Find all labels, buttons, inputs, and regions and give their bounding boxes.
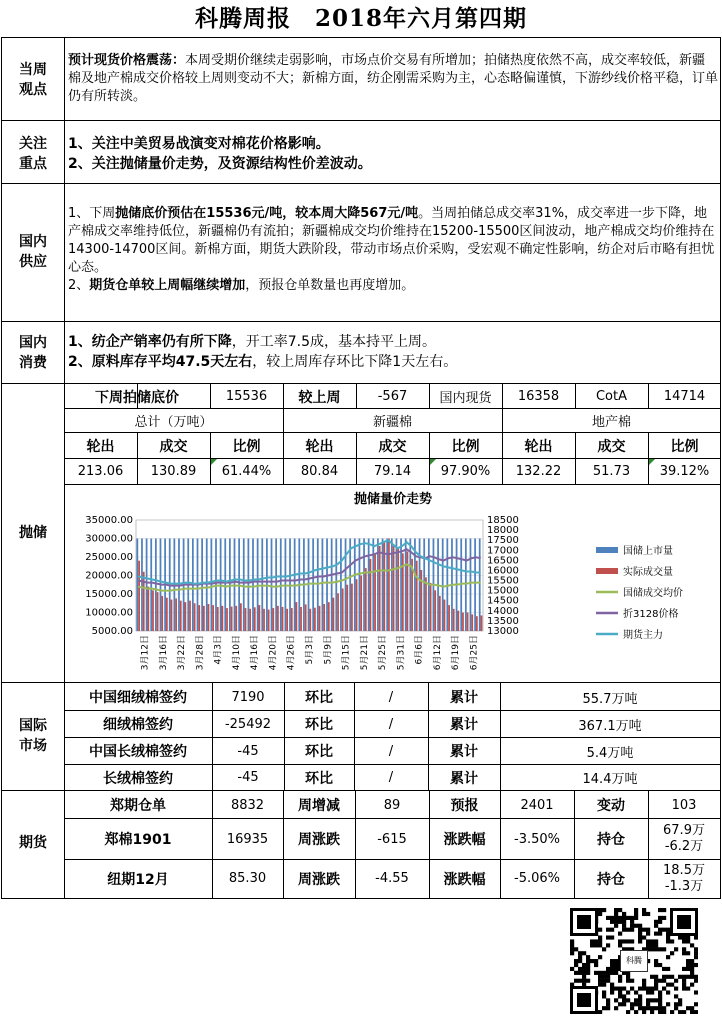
intl-cell: 长绒棉签约 — [103, 770, 173, 787]
y-right-tick: 13500 — [487, 615, 519, 627]
bar-deal — [226, 608, 228, 631]
y-right-tick: 14000 — [487, 605, 519, 617]
bar-listed — [136, 539, 138, 632]
bar-listed — [474, 539, 476, 632]
x-tick: 3月12日 — [140, 635, 151, 671]
reserve-value: 61.44% — [221, 464, 272, 479]
bar-deal — [282, 607, 284, 631]
reserve-value: 132.22 — [515, 464, 562, 479]
bar-deal — [157, 592, 159, 631]
legend-label: 折3128价格 — [623, 609, 679, 620]
intl-cell: 5.4万吨 — [586, 745, 634, 761]
bar-deal — [453, 609, 455, 631]
bar-listed — [150, 539, 152, 632]
bar-listed — [354, 539, 356, 632]
y-left-tick: 15000.00 — [85, 589, 133, 600]
bar-deal — [430, 583, 432, 631]
reserve-row1-cell: 15536 — [225, 389, 268, 404]
intl-cell: 环比 — [305, 690, 333, 706]
reserve-value: 130.89 — [150, 464, 197, 479]
futures-cell: 89 — [383, 797, 401, 813]
reserve-value: 79.14 — [373, 464, 412, 479]
chart-title: 抛储量价走势 — [353, 492, 433, 507]
futures-position-change: -1.3万 — [664, 878, 704, 894]
divider-focus — [1, 183, 721, 184]
view-text: 预计现货价格震荡：本周受期价继续走弱影响，市场点价交易有所增加；拍储热度依然不高，成交率较低，新疆棉及地产棉成交价格较上周则变动不大；新棉方面，纺企刚需采购为主，心态略偏谨慎，下游纱线价格平稳，订单仍有所转淡。 — [68, 53, 719, 104]
bar-listed — [317, 539, 319, 632]
legend-label: 国储成交均价 — [623, 588, 683, 599]
bar-listed — [206, 539, 208, 632]
futures-cell: 涨跌幅 — [443, 871, 486, 888]
futures-cell: 纽期12月 — [107, 871, 169, 888]
intl-cell: 累计 — [450, 717, 478, 733]
futures-cell: 16935 — [226, 831, 269, 847]
qr-logo: 科腾 — [620, 950, 648, 972]
x-tick: 5月9日 — [323, 635, 334, 665]
bar-deal — [259, 605, 261, 631]
section-label-international: 国际 市场 — [19, 718, 47, 754]
bar-listed — [372, 539, 374, 632]
reserve-row1-cell: 14714 — [663, 389, 706, 404]
x-tick: 5月25日 — [378, 635, 389, 671]
bar-listed — [141, 539, 143, 632]
reserve-value: 80.84 — [300, 464, 339, 479]
qr-code — [570, 908, 698, 1014]
bar-deal — [439, 596, 441, 631]
futures-cell: 持仓 — [597, 871, 625, 888]
x-tick: 6月19日 — [451, 635, 462, 671]
y-left-tick: 30000.00 — [85, 533, 133, 545]
bar-deal — [360, 576, 362, 632]
bar-listed — [146, 539, 148, 632]
bar-deal — [397, 548, 399, 631]
bar-deal — [245, 608, 247, 631]
reserve-row1-cell: 16358 — [517, 389, 560, 404]
bar-deal — [166, 598, 168, 631]
bar-deal — [351, 584, 353, 631]
y-left-tick: 20000.00 — [85, 570, 133, 582]
bar-listed — [224, 539, 226, 632]
intl-cell: 367.1万吨 — [578, 718, 642, 734]
bar-listed — [312, 539, 314, 632]
bar-listed — [423, 539, 425, 632]
divider-consumption — [1, 383, 721, 384]
reserve-col-header: 成交 — [378, 438, 407, 455]
bar-listed — [271, 539, 273, 632]
reserve-row1-cell: 较上周 — [298, 389, 341, 406]
intl-cell: / — [388, 770, 394, 785]
bar-listed — [326, 539, 328, 632]
x-tick: 5月3日 — [305, 635, 315, 665]
futures-cell: 周增减 — [298, 798, 340, 814]
bar-deal — [379, 546, 381, 631]
bar-deal — [393, 546, 395, 631]
consumption-text: 1、纺企产销率仍有所下降，开工率7.5成，基本持平上周。 2、原料库存平均47.5天左右，较上周库存环比下降1天左右。 — [68, 334, 458, 370]
intl-cell: 累计 — [450, 770, 478, 787]
reserve-col-header: 轮出 — [86, 438, 115, 455]
bar-listed — [340, 539, 342, 632]
bar-listed — [465, 539, 467, 632]
futures-cell: 103 — [671, 797, 697, 813]
futures-cell: 周涨跌 — [298, 871, 340, 888]
section-label-supply: 国内 供应 — [19, 234, 47, 270]
x-tick: 5月15日 — [341, 635, 352, 671]
bar-deal — [309, 609, 311, 631]
x-tick: 6月12日 — [432, 635, 443, 671]
y-left-tick: 10000.00 — [85, 607, 133, 619]
intl-cell: / — [388, 689, 394, 705]
chart-svg — [66, 486, 720, 680]
y-right-tick: 18500 — [487, 515, 519, 526]
intl-cell: 环比 — [305, 744, 333, 760]
futures-cell: 郑棉1901 — [104, 832, 172, 848]
reserve-col-header: 比例 — [670, 438, 699, 455]
reserve-col-header: 轮出 — [524, 438, 553, 455]
intl-cell: 累计 — [450, 690, 478, 706]
bar-deal — [296, 602, 298, 631]
futures-position-change: -6.2万 — [664, 839, 704, 854]
futures-cell: -5.06% — [514, 871, 560, 886]
legend-swatch — [596, 547, 618, 553]
intl-cell: 14.4万吨 — [582, 772, 638, 787]
bar-deal — [328, 602, 330, 631]
cell-marker — [430, 459, 436, 465]
bar-deal — [416, 561, 418, 631]
reserve-row1-cell: -567 — [377, 389, 408, 404]
bar-deal — [263, 609, 265, 631]
bar-deal — [448, 605, 450, 631]
reserve-value: 213.06 — [77, 464, 124, 479]
divider-reserve — [1, 682, 721, 683]
intl-cell: 细绒棉签约 — [103, 717, 173, 733]
legend-label: 期货主力 — [623, 630, 663, 641]
bar-listed — [248, 539, 250, 632]
x-tick: 6月25日 — [469, 635, 480, 671]
y-right-tick: 16500 — [487, 555, 519, 567]
divider-view — [1, 120, 721, 121]
bar-deal — [467, 613, 469, 632]
bar-listed — [252, 539, 254, 632]
bar-deal — [323, 604, 325, 631]
intl-cell: -45 — [237, 770, 259, 785]
futures-cell: 8832 — [230, 797, 265, 813]
futures-cell: 持仓 — [597, 832, 625, 848]
bar-listed — [442, 539, 444, 632]
reserve-value: 51.73 — [592, 464, 631, 479]
bar-deal — [189, 601, 191, 631]
bar-listed — [335, 539, 337, 632]
bar-listed — [479, 539, 481, 632]
y-right-tick: 17000 — [487, 545, 519, 557]
bar-deal — [286, 609, 288, 631]
bar-listed — [359, 539, 361, 632]
x-tick: 4月16日 — [250, 635, 261, 671]
bar-deal — [180, 601, 182, 631]
reserve-col-header: 比例 — [451, 438, 480, 455]
futures-position-cell — [648, 860, 720, 897]
futures-cell: 85.30 — [228, 871, 267, 886]
reserve-chart — [66, 486, 720, 680]
y-left-tick: 5000.00 — [91, 626, 133, 637]
bar-deal — [314, 608, 316, 631]
bar-deal — [254, 607, 256, 631]
futures-cell: -3.50% — [514, 831, 560, 847]
bar-listed — [470, 539, 472, 632]
reserve-col-header: 比例 — [232, 438, 261, 455]
x-tick: 3月16日 — [158, 635, 169, 671]
y-right-tick: 16000 — [487, 565, 519, 577]
bar-deal — [444, 600, 446, 631]
section-label-reserve: 抛储 — [19, 525, 47, 541]
y-right-tick: 14500 — [487, 595, 519, 607]
bar-deal — [249, 609, 251, 631]
page-title: 科腾周报 2018年六月第四期 — [194, 5, 527, 32]
bar-deal — [240, 603, 242, 631]
intl-cell: -45 — [237, 743, 259, 759]
bar-deal — [337, 593, 339, 631]
y-right-tick: 17500 — [487, 535, 519, 547]
reserve-value: 39.12% — [659, 464, 710, 479]
reserve-group-header: 地产棉 — [591, 415, 631, 430]
focus-text: 1、关注中美贸易战演变对棉花价格影响。 2、关注抛储量价走势，及资源结构性价差波动。 — [68, 136, 372, 172]
futures-cell: 变动 — [597, 798, 625, 814]
reserve-group-header: 新疆棉 — [372, 415, 412, 430]
bar-deal — [374, 553, 376, 631]
bar-deal — [212, 605, 214, 631]
bar-deal — [346, 585, 348, 631]
bar-deal — [277, 606, 279, 631]
y-right-tick: 18000 — [487, 525, 519, 537]
bar-listed — [405, 539, 407, 632]
reserve-group-header: 总计（万吨） — [134, 415, 213, 430]
bar-deal — [203, 606, 205, 631]
intl-cell: 环比 — [305, 770, 333, 787]
bar-deal — [184, 602, 186, 631]
bar-deal — [434, 590, 436, 631]
bar-deal — [198, 605, 200, 631]
section-label-view: 当周 观点 — [19, 62, 47, 98]
x-tick: 4月10日 — [231, 635, 242, 671]
section-label-futures: 期货 — [19, 835, 47, 851]
intl-cell: / — [388, 743, 394, 759]
y-right-tick: 15000 — [487, 585, 519, 597]
reserve-row1-cell: 下周拍储底价 — [95, 389, 179, 406]
bar-listed — [419, 539, 421, 632]
reserve-col-header: 轮出 — [305, 438, 334, 455]
legend-label: 实际成交量 — [623, 567, 673, 578]
reserve-col-header: 成交 — [597, 438, 626, 455]
y-left-tick: 35000.00 — [85, 515, 133, 526]
section-label-consumption: 国内 消费 — [19, 335, 47, 371]
bar-deal — [194, 603, 196, 631]
bar-deal — [365, 568, 367, 631]
bar-deal — [217, 607, 219, 631]
bar-deal — [370, 559, 372, 631]
intl-cell: 7190 — [231, 689, 265, 705]
divider-supply — [1, 321, 721, 322]
intl-cell: 累计 — [450, 744, 478, 760]
bar-deal — [420, 570, 422, 631]
cell-marker — [211, 459, 217, 465]
bar-deal — [235, 606, 237, 631]
bar-deal — [425, 577, 427, 631]
bar-deal — [481, 615, 483, 631]
y-right-tick: 15500 — [487, 575, 519, 587]
futures-cell: 预报 — [450, 798, 479, 814]
futures-position-value: 67.9万 — [663, 823, 705, 838]
supply-text: 1、下周抛储底价预估在15536元/吨，较本周大降567元/吨。当周拍储总成交率31%，成交率进一步下降，地产棉成交率维持低位，新疆棉仍有流拍；新疆棉成交均价维持在15200-15500区间波动，地产棉成交均价维持在14300-14700区间。新棉方面，期货大跌阶段，带动市场点价采购，受宏观不确定性影响，纺企对后市略有担忧心态。 2、期货仓单较上周幅继续增加，预报仓单数量也再度增加。 — [68, 206, 715, 293]
bar-listed — [243, 539, 245, 632]
bar-deal — [476, 616, 478, 631]
futures-cell: -615 — [377, 831, 407, 847]
bar-deal — [272, 608, 274, 631]
futures-position-cell — [648, 819, 720, 859]
bar-listed — [363, 539, 365, 632]
reserve-col-header: 成交 — [159, 438, 188, 455]
x-tick: 3月22日 — [177, 635, 188, 671]
bar-deal — [231, 607, 233, 631]
intl-cell: 环比 — [305, 717, 333, 733]
bar-deal — [342, 588, 344, 631]
x-tick: 5月21日 — [359, 635, 370, 671]
y-right-tick: 13000 — [487, 626, 519, 637]
bar-deal — [291, 608, 293, 631]
reserve-grid-line — [64, 484, 721, 485]
bar-deal — [383, 542, 385, 631]
bar-deal — [462, 613, 464, 632]
bar-listed — [345, 539, 347, 632]
bar-listed — [322, 539, 324, 632]
bar-deal — [471, 614, 473, 631]
cell-marker — [649, 459, 655, 465]
intl-cell: / — [388, 716, 394, 732]
x-tick: 5月31日 — [396, 635, 407, 671]
bar-deal — [208, 604, 210, 631]
x-tick: 4月3日 — [213, 635, 224, 665]
intl-cell: 中国细绒棉签约 — [89, 690, 187, 706]
bar-listed — [386, 539, 388, 632]
x-tick: 6月6日 — [414, 635, 425, 665]
section-label-focus: 关注 重点 — [19, 136, 47, 172]
bar-deal — [305, 604, 307, 631]
bar-deal — [152, 590, 154, 631]
y-left-tick: 25000.00 — [85, 552, 133, 563]
reserve-value: 97.90% — [440, 464, 491, 479]
bar-deal — [161, 596, 163, 631]
futures-cell: 郑期仓单 — [110, 798, 166, 814]
intl-cell: 中国长绒棉签约 — [89, 744, 187, 760]
bar-listed — [155, 539, 157, 632]
x-tick: 3月28日 — [195, 635, 206, 671]
x-tick: 4月26日 — [286, 635, 297, 671]
bar-listed — [331, 539, 333, 632]
legend-label: 国储上市量 — [623, 546, 673, 557]
bar-deal — [319, 606, 321, 631]
legend-swatch — [596, 568, 618, 574]
bar-listed — [210, 539, 212, 632]
bar-deal — [388, 539, 390, 632]
futures-cell: 涨跌幅 — [443, 832, 486, 848]
bar-deal — [457, 611, 459, 631]
futures-cell: 周涨跌 — [298, 832, 340, 848]
bar-deal — [356, 579, 358, 631]
bar-deal — [268, 610, 270, 631]
reserve-row1-cell: CotA — [595, 389, 628, 404]
futures-cell: 2401 — [520, 797, 554, 813]
bar-deal — [171, 600, 173, 631]
bar-deal — [138, 561, 140, 631]
reserve-row1-cell: 国内现货 — [439, 391, 492, 406]
bar-deal — [175, 598, 177, 631]
bar-deal — [147, 587, 149, 631]
intl-cell: -25492 — [224, 716, 272, 732]
bar-listed — [349, 539, 351, 632]
futures-position-value: 18.5万 — [663, 862, 705, 878]
x-tick: 4月20日 — [268, 635, 279, 671]
intl-cell: 55.7万吨 — [582, 691, 638, 707]
bar-deal — [222, 606, 224, 631]
bar-listed — [275, 539, 277, 632]
bar-listed — [368, 539, 370, 632]
bar-deal — [333, 598, 335, 631]
bar-deal — [300, 607, 302, 631]
futures-cell: -4.55 — [375, 871, 409, 886]
divider-international — [1, 790, 721, 791]
